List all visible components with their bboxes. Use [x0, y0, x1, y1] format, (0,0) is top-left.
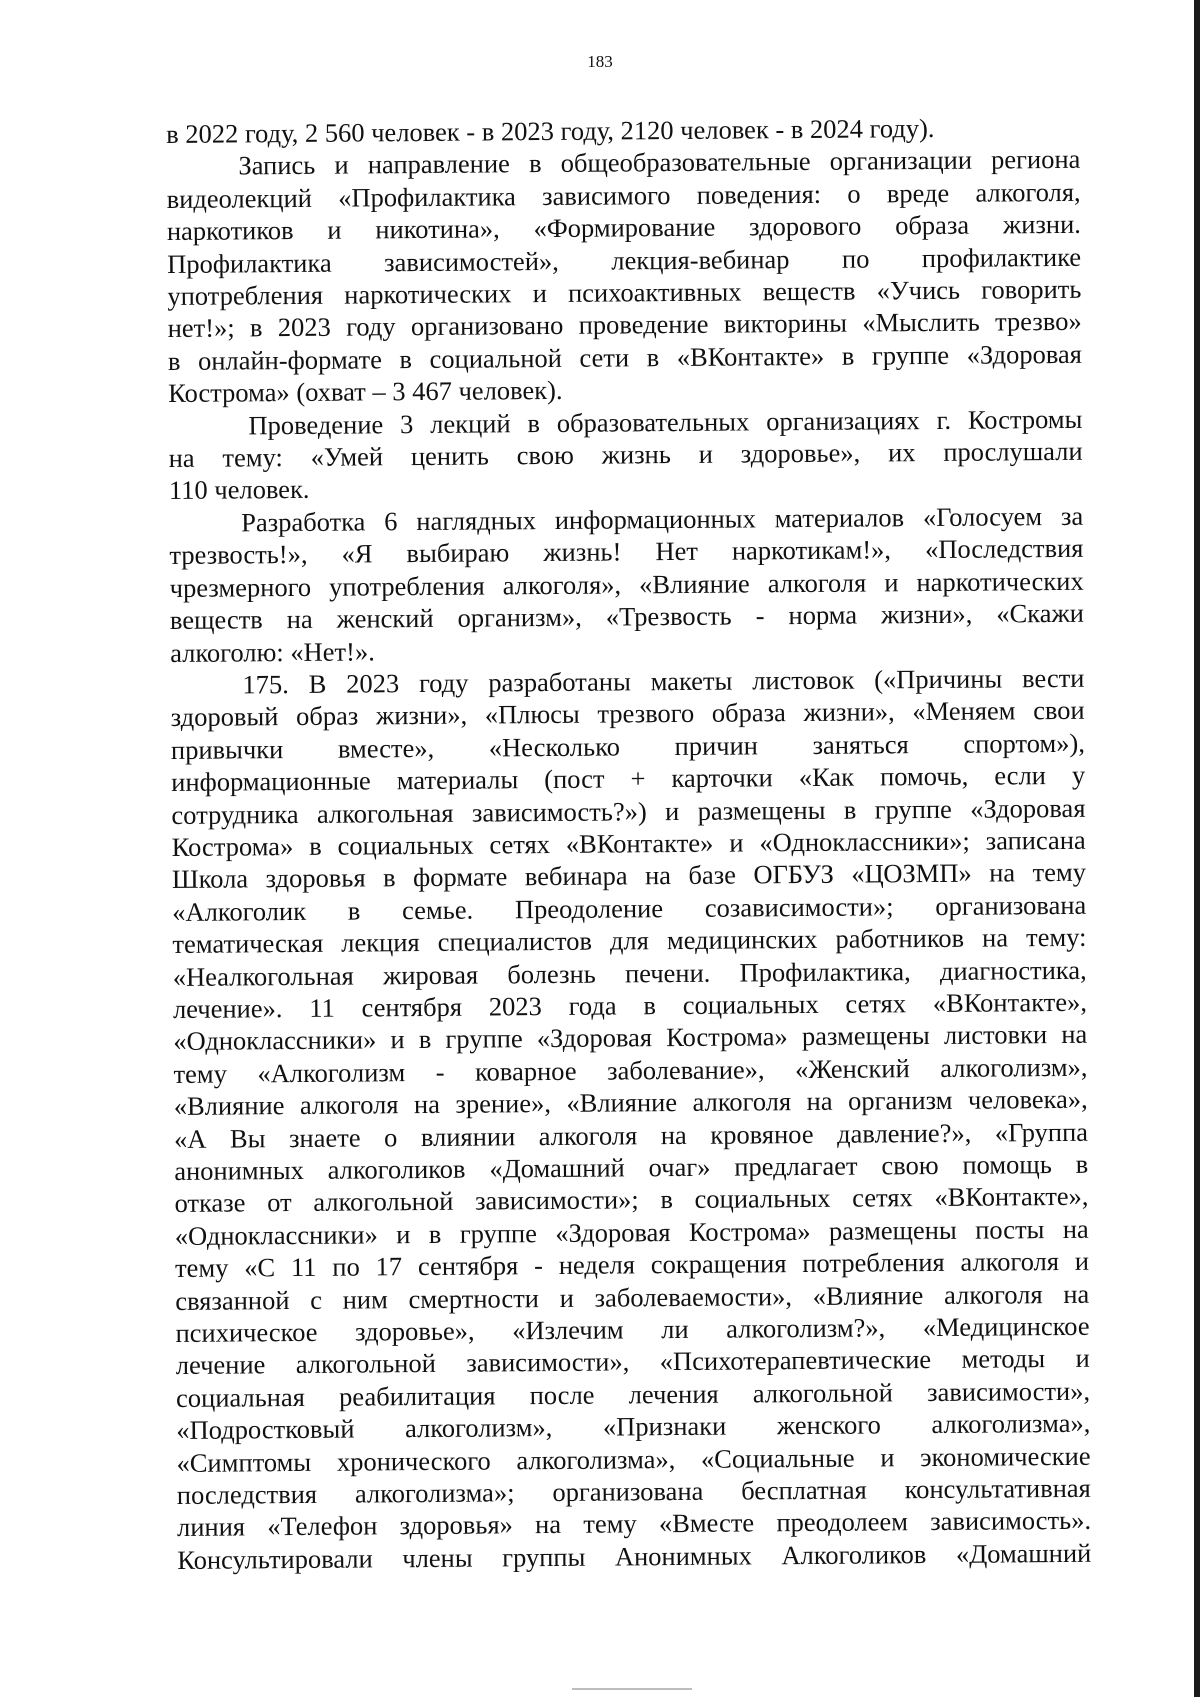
text-line: отказе от алкогольной зависимости»; в социальных сетях «ВКонтакте», [174, 1181, 1089, 1219]
document-body [166, 111, 1091, 1576]
text-line: лечение». 11 сентября 2023 года в социальных сетях «ВКонтакте», [172, 986, 1088, 1024]
text-line: Профилактика зависимостей», лекция-вебинар по профилактике [167, 241, 1082, 279]
text-line: наркотиков и никотина», «Формирование здорового образа жизни. [166, 209, 1081, 247]
scan-bottom-mark [572, 1688, 692, 1690]
text-line: нет!»; в 2023 году организовано проведение викторины «Мыслить трезво» [167, 306, 1082, 344]
text-line: Кострома» (охват – 3 467 человек). [168, 375, 563, 409]
text-line: тему «Алкоголизм - коварное заболевание», «Женский алкоголизм», [173, 1051, 1088, 1089]
text-line: последствия алкоголизма»; организована бесплатная консультативная [176, 1472, 1091, 1511]
page-number: 183 [587, 52, 613, 71]
text-line: тематическая лекция специалистов для медицинских работников на тему: [172, 921, 1087, 960]
text-line: «Влияние алкоголя на зрение», «Влияние алкоголя на организм человека», [173, 1083, 1088, 1122]
text-line: лечение алкогольной зависимости», «Психотерапевтические методы и [175, 1343, 1090, 1381]
text-line: привычки вместе», «Несколько причин заняться спортом»), [170, 727, 1086, 765]
text-line: анонимных алкоголиков «Домашний очаг» предлагает свою помощь в [174, 1148, 1089, 1186]
text-line: «А Вы знаете о влиянии алкоголя на кровяное давление?», «Группа [173, 1116, 1089, 1154]
text-line: сотрудника алкогольная зависимость?») и размещены в группе «Здоровая [171, 792, 1086, 830]
text-line: употребления наркотических и психоактивных веществ «Учись говорить [167, 273, 1082, 312]
text-line: в онлайн-формате в социальной сети в «ВКонтакте» в группе «Здоровая [167, 338, 1082, 376]
text-line: в 2022 году, 2 560 человек - в 2023 году, 2120 человек - в 2024 году). [166, 112, 935, 149]
text-line: информационные материалы (пост + карточки «Как помочь, если у [171, 759, 1086, 798]
text-line: социальная реабилитация после лечения алкогольной зависимости», [175, 1375, 1091, 1413]
text-line: Кострома» в социальных сетях «ВКонтакте» и «Одноклассники»; записана [171, 824, 1086, 862]
text-line: здоровый образ жизни», «Плюсы трезвого образа жизни», «Меняем свои [170, 695, 1085, 733]
text-line: связанной с ним смертности и заболеваемости», «Влияние алкоголя на [175, 1278, 1090, 1316]
text-line: трезвость!», «Я выбираю жизнь! Нет наркотикам!», «Последствия [169, 533, 1084, 571]
text-line: 110 человек. [168, 474, 310, 506]
text-line: Разработка 6 наглядных информационных материалов «Голосуем за [241, 500, 1084, 538]
text-line: веществ на женский организм», «Трезвость - норма жизни», «Скажи [169, 597, 1085, 636]
text-line: видеолекций «Профилактика зависимого поведения: о вреде алкоголя, [166, 176, 1081, 214]
text-line: алкоголю: «Нет!». [170, 635, 375, 668]
text-line: психическое здоровье», «Излечим ли алкоголизм?», «Медицинское [175, 1310, 1090, 1348]
scan-edge-border [1194, 0, 1200, 1697]
text-line: на тему: «Умей ценить свою жизнь и здоровье», их прослушали [168, 435, 1083, 474]
text-line: «Одноклассники» и в группе «Здоровая Кострома» размещены посты на [174, 1213, 1089, 1251]
text-line: Проведение 3 лекций в образовательных организациях г. Костромы [248, 403, 1083, 441]
text-line: «Подростковый алкоголизм», «Признаки женского алкоголизма», [176, 1408, 1091, 1446]
text-line: Консультировали члены группы Анонимных Алкоголиков «Домашний [177, 1537, 1092, 1575]
text-line: «Симптомы хронического алкоголизма», «Социальные и экономические [176, 1440, 1091, 1478]
text-line: Школа здоровья в формате вебинара на базе ОГБУЗ «ЦОЗМП» на тему [171, 857, 1087, 895]
text-line: 175. В 2023 году разработаны макеты листовок («Причины вести [242, 662, 1085, 700]
text-line: линия «Телефон здоровья» на тему «Вместе преодолеем зависимость». [176, 1505, 1092, 1543]
text-line: чрезмерного употребления алкоголя», «Влияние алкоголя и наркотических [169, 565, 1084, 603]
text-line: тему «С 11 по 17 сентября - неделя сокращения потребления алкоголя и [174, 1246, 1090, 1284]
text-line: Запись и направление в общеобразовательные организации региона [238, 144, 1081, 181]
text-line: «Алкоголик в семье. Преодоление созависимости»; организована [172, 889, 1087, 927]
text-line: «Неалкогольная жировая болезнь печени. Профилактика, диагностика, [172, 954, 1087, 992]
text-line: «Одноклассники» и в группе «Здоровая Кострома» размещены листовки на [173, 1019, 1088, 1057]
